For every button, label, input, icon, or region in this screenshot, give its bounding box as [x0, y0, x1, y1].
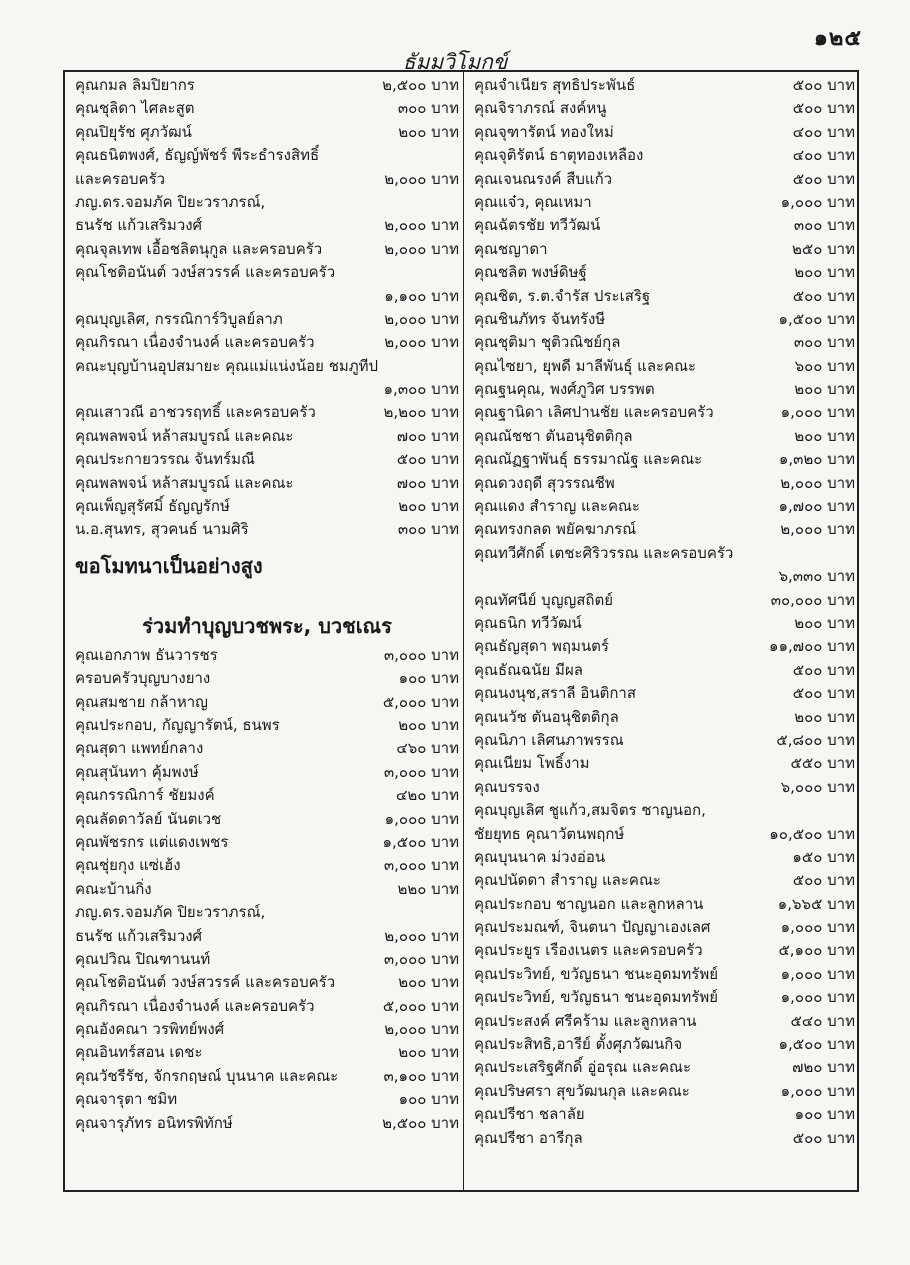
donor-entry	[474, 963, 855, 986]
donor-entry	[474, 893, 855, 916]
donation-amount: ๕๐๐ บาท	[792, 684, 855, 703]
donor-name: คุณปริษศรา สุขวัฒนกุล และคณะ	[474, 1081, 690, 1100]
donation-amount: ๒,๕๐๐ บาท	[382, 1113, 459, 1132]
right-list	[474, 74, 855, 1150]
donor-name: คุณบุญเลิศ, กรรณิการ์วิบูลย์ลาภ	[75, 309, 283, 328]
donor-entry	[474, 939, 855, 962]
donor-name: คุณลัดดาวัลย์ นันตเวช	[75, 809, 222, 828]
donation-amount: ๒,๐๐๐ บาท	[384, 333, 459, 352]
donor-entry	[75, 74, 459, 97]
donor-entry	[474, 1056, 855, 1079]
donation-amount: ๒๕๐ บาท	[792, 239, 855, 258]
donation-amount: ๑๕๐ บาท	[792, 847, 855, 866]
donor-name: คุณประมณฑ์, จินตนา ปัญญาเองเลศ	[474, 918, 711, 937]
donor-entry	[75, 925, 459, 948]
donor-name: ภญ.ดร.จอมภัค ปิยะวราภรณ์,	[75, 192, 266, 211]
donor-entry	[474, 752, 855, 775]
donor-entry	[75, 1065, 459, 1088]
donor-list-frame	[63, 70, 859, 1192]
donor-entry	[474, 97, 855, 120]
right-column	[463, 72, 861, 1190]
donor-entry	[474, 823, 855, 846]
donation-amount: ๒,๐๐๐ บาท	[384, 926, 459, 945]
donor-name: คุณดวงฤดี สุวรรณชีพ	[474, 473, 615, 492]
donor-entry	[75, 854, 459, 877]
donation-amount: ๓,๐๐๐ บาท	[383, 949, 459, 968]
donor-name: คุณประกอบ ชาญนอก และลูกหลาน	[474, 894, 704, 913]
donation-amount: ๕,๑๐๐ บาท	[778, 941, 855, 960]
donor-name: คุณวัชรีรัช, จักรกฤษณ์ บุนนาค และคณะ	[75, 1066, 339, 1085]
donor-name: คุณบุนนาค ม่วงอ่อน	[474, 847, 606, 866]
donor-name: คุณสมชาย กล้าหาญ	[75, 692, 208, 711]
donation-amount: ๖๐๐ บาท	[794, 356, 855, 375]
donor-name: คุณอังคณา วรพิทย์พงศ์	[75, 1020, 225, 1039]
donation-amount: ๒,๐๐๐ บาท	[780, 473, 855, 492]
donor-name: คุณเพ็ญสุรัศมิ์ ธัญญรักษ์	[75, 497, 230, 516]
donation-amount: ๕๐๐ บาท	[792, 871, 855, 890]
donor-entry	[474, 869, 855, 892]
donation-amount: ๓๐๐ บาท	[793, 216, 855, 235]
donor-entry	[75, 831, 459, 854]
donor-entry	[75, 995, 459, 1018]
donor-name: คุณพลพจน์ หล้าสมบูรณ์ และคณะ	[75, 426, 294, 445]
donor-name: คุณปิยุรัช ศุภวัฒน์	[75, 122, 192, 141]
donor-entry	[474, 331, 855, 354]
donor-name: คุณจุลเทพ เอื้อชลิตนุกูล และครอบครัว	[75, 239, 323, 258]
donor-entry	[474, 706, 855, 729]
donor-entry	[474, 378, 855, 401]
donation-amount: ๒๐๐ บาท	[398, 715, 459, 734]
donor-name: คุณจารุตา ชมิท	[75, 1090, 178, 1109]
donor-name: คุณชิต, ร.ต.จำรัส ประเสริฐ	[474, 286, 651, 305]
donor-name: คุณชุลิดา ไศละสูต	[75, 99, 195, 118]
donor-entry	[75, 378, 459, 401]
donation-amount: ๑,๐๐๐ บาท	[780, 988, 855, 1007]
donation-amount: ๒,๐๐๐ บาท	[384, 309, 459, 328]
donation-amount: ๑,๐๐๐ บาท	[780, 1081, 855, 1100]
donor-name: คุณปนัดดา สำราญ และคณะ	[474, 871, 661, 890]
donor-name: ภญ.ดร.จอมภัค ปิยะวราภรณ์,	[75, 903, 266, 922]
donor-entry	[474, 846, 855, 869]
donor-name: คุณปรีชา อารีกุล	[474, 1128, 583, 1147]
donor-entry	[75, 1018, 459, 1041]
donor-name: คุณจุติรัตน์ ธาตุทองเหลือง	[474, 146, 644, 165]
donor-entry	[474, 121, 855, 144]
donor-name: คุณณัฏฐาพันธุ์ ธรรมาณัฐ และคณะ	[474, 450, 703, 469]
donation-amount: ๕๕๐ บาท	[790, 754, 855, 773]
donor-entry	[474, 916, 855, 939]
donor-name: คุณฐนคุณ, พงศ์ภูวิศ บรรพต	[474, 380, 655, 399]
donation-amount: ๒,๐๐๐ บาท	[384, 1020, 459, 1039]
donor-entry	[75, 784, 459, 807]
donor-entry	[75, 761, 459, 784]
donor-entry	[75, 691, 459, 714]
donor-name: คุณนิภา เลิศนภาพรรณ	[474, 730, 624, 749]
donor-entry	[474, 261, 855, 284]
donor-entry	[474, 168, 855, 191]
donation-amount: ๒๐๐ บาท	[794, 613, 855, 632]
donor-name: คุณกมล ลิมปิยากร	[75, 76, 195, 94]
donor-name: คุณจิราภรณ์ สงค์หนู	[474, 99, 607, 118]
donation-amount: ๑,๕๐๐ บาท	[778, 1035, 855, 1054]
donor-entry	[474, 448, 855, 471]
donor-name: คุณบุญเลิศ ชูแก้ว,สมจิตร ชาญนอก,	[474, 801, 706, 820]
donor-entry	[474, 495, 855, 518]
donation-amount: ๖,๐๐๐ บาท	[780, 777, 855, 796]
donation-amount: ๒๐๐ บาท	[398, 973, 459, 992]
donor-entry	[75, 355, 459, 378]
donor-name: คุณชุ่ยกุง แซ่เฮ้ง	[75, 856, 181, 875]
donor-entry	[75, 214, 459, 237]
donor-name: คุณประวิทย์, ขวัญธนา ชนะอุดมทรัพย์	[474, 988, 719, 1007]
donor-entry	[474, 144, 855, 167]
donor-name: คุณเอกภาพ ธันวารชร	[75, 645, 218, 664]
donor-entry	[474, 285, 855, 308]
donation-amount: ๒๐๐ บาท	[794, 426, 855, 445]
donation-amount: ๒,๐๐๐ บาท	[384, 216, 459, 235]
donation-amount: ๑,๕๐๐ บาท	[778, 309, 855, 328]
donor-entry	[474, 191, 855, 214]
donor-entry	[474, 472, 855, 495]
running-header: ธัมมวิโมกข์	[402, 50, 508, 74]
donor-name: คุณสุนันทา คุ้มพงษ์	[75, 762, 199, 781]
donor-entry	[75, 901, 459, 924]
donation-amount: ๔๒๐ บาท	[396, 786, 459, 805]
donor-entry	[75, 495, 459, 518]
donor-name: คุณนงนุช,สราลี อินติกาส	[474, 684, 636, 703]
donor-entry	[75, 878, 459, 901]
donor-name: คุณสุดา แพทย์กลาง	[75, 739, 204, 758]
donation-amount: ๖,๓๓๐ บาท	[778, 567, 855, 586]
donor-entry	[474, 214, 855, 237]
donor-name: คุณเสาวณี อาชวรฤทธิ์ และครอบครัว	[75, 403, 316, 422]
donor-name: คุณทวีศักดิ์ เตชะศิริวรรณ และครอบครัว	[474, 543, 734, 562]
donation-amount: ๕๐๐ บาท	[792, 169, 855, 188]
donation-amount: ๑,๕๐๐ บาท	[382, 832, 459, 851]
donation-amount: ๒,๐๐๐ บาท	[384, 239, 459, 258]
donor-entry	[474, 565, 855, 588]
donation-amount: ๒,๐๐๐ บาท	[384, 169, 459, 188]
donor-name: คุณโชติอนันต์ วงษ์สวรรค์ และครอบครัว	[75, 263, 336, 282]
section-title: ขอโมทนาเป็นอย่างสูง	[75, 553, 263, 578]
donation-amount: ๑,๐๐๐ บาท	[780, 918, 855, 937]
donor-name: คุณประยูร เรืองเนตร และครอบครัว	[474, 941, 703, 960]
donor-entry	[474, 729, 855, 752]
donor-name: คุณธนิตพงศ์, ธัญญ์พัชร์ พีระธำรงสิทธิ์	[75, 146, 320, 165]
donor-entry	[474, 542, 855, 565]
donor-entry	[75, 308, 459, 331]
donor-entry	[75, 518, 459, 541]
donor-name: คุณจุฑารัตน์ ทองใหม่	[474, 122, 614, 141]
donor-entry	[75, 331, 459, 354]
donor-entry	[75, 667, 459, 690]
donor-entry	[75, 261, 459, 284]
donation-amount: ๕๐๐ บาท	[792, 99, 855, 118]
donor-entry	[75, 144, 459, 167]
donation-amount: ๕,๐๐๐ บาท	[382, 996, 459, 1015]
donor-name: คุณธัณฉนัย มีผล	[474, 660, 583, 679]
donor-name: คุณอินทร์สอน เดชะ	[75, 1043, 203, 1062]
donor-name: น.อ.สุนทร, สุวคนธ์ นามศิริ	[75, 520, 249, 539]
donor-entry	[474, 1127, 855, 1150]
donation-amount: ๓,๑๐๐ บาท	[383, 1066, 459, 1085]
donation-amount: ๒๐๐ บาท	[794, 380, 855, 399]
donor-entry	[75, 714, 459, 737]
donation-amount: ๒๐๐ บาท	[794, 263, 855, 282]
donor-name: คุณทัศนีย์ บุญญสถิตย์	[474, 590, 614, 609]
donor-name: คุณโชติอนันต์ วงษ์สวรรค์ และครอบครัว	[75, 973, 336, 992]
donation-amount: ๒๒๐ บาท	[397, 879, 459, 898]
subsection-title: ร่วมทำบุญบวชพระ, บวชเณร	[142, 613, 392, 638]
donor-entry	[75, 168, 459, 191]
donor-entry	[75, 808, 459, 831]
donor-entry	[474, 659, 855, 682]
donor-name: คุณปรีชา ชลาลัย	[474, 1105, 585, 1124]
donor-name: คุณประวิทย์, ขวัญธนา ชนะอุดมทรัพย์	[474, 964, 719, 983]
donor-entry	[75, 1088, 459, 1111]
donor-name: คุณทรงกลด พยัคฆาภรณ์	[474, 520, 637, 539]
donor-entry	[75, 1112, 459, 1135]
donor-name: คุณพัชรกร แต่แดงเพชร	[75, 832, 229, 851]
donor-entry	[75, 285, 459, 308]
donation-amount: ๓,๐๐๐ บาท	[383, 856, 459, 875]
donor-name: คุณแจ๋ว, คุณเหมา	[474, 192, 592, 211]
donor-entry	[474, 401, 855, 424]
donor-entry	[474, 1103, 855, 1126]
donor-name: ชัยยุทธ คุณาวัตนพฤกษ์	[474, 824, 625, 843]
donor-entry	[474, 682, 855, 705]
donor-name: คุณเจนณรงค์ สืบแก้ว	[474, 169, 613, 188]
donor-entry	[75, 1041, 459, 1064]
donor-name: ธนรัช แก้วเสริมวงศ์	[75, 216, 203, 235]
donor-entry	[474, 74, 855, 97]
donor-name: คุณจารุภัทร อนิทรพิทักษ์	[75, 1113, 233, 1132]
donor-entry	[474, 425, 855, 448]
donation-amount: ๕,๘๐๐ บาท	[776, 730, 855, 749]
donation-amount: ๔๐๐ บาท	[792, 122, 855, 141]
donor-name: คุณเนียม โพธิ์งาม	[474, 754, 590, 773]
donor-name: คุณชุติมา ชุติวณิชย์กุล	[474, 333, 621, 352]
donation-amount: ๒,๐๐๐ บาท	[780, 520, 855, 539]
donation-amount: ๑,๐๐๐ บาท	[780, 192, 855, 211]
donation-amount: ๕๐๐ บาท	[396, 450, 459, 469]
left-bottom-list	[75, 644, 459, 1135]
donation-amount: ๓๐๐ บาท	[397, 520, 459, 539]
donor-entry	[75, 425, 459, 448]
donor-entry	[474, 799, 855, 822]
donation-amount: ๑,๐๐๐ บาท	[384, 809, 459, 828]
donor-entry	[474, 986, 855, 1009]
donor-name: คุณชญาดา	[474, 239, 548, 258]
donor-name: คุณกรรณิการ์ ชัยมงค์	[75, 786, 215, 805]
donation-amount: ๑,๑๐๐ บาท	[384, 286, 459, 305]
donor-name: คุณปวิณ ปิณฑานนท์	[75, 949, 211, 968]
donation-amount: ๓๐๐ บาท	[397, 99, 459, 118]
donor-name: คุณณัชชา ตันอนุชิตติกุล	[474, 426, 633, 445]
donor-name: คุณฐานิดา เลิศปานชัย และครอบครัว	[474, 403, 714, 422]
donation-amount: ๒,๒๐๐ บาท	[383, 403, 459, 422]
donor-name: คุณธนิก ทวีวัฒน์	[474, 613, 582, 632]
donation-amount: ๑๐,๕๐๐ บาท	[769, 824, 855, 843]
donor-name: คุณพลพจน์ หล้าสมบูรณ์ และคณะ	[75, 473, 294, 492]
donor-name: คณะบุญบ้านอุปสมายะ คุณแม่แน่งน้อย ชมภูทีป	[75, 356, 379, 375]
donation-amount: ๓๐,๐๐๐ บาท	[770, 590, 855, 609]
donation-amount: ๕๐๐ บาท	[792, 76, 855, 94]
donor-entry	[75, 121, 459, 144]
donation-amount: ๑,๐๐๐ บาท	[780, 964, 855, 983]
donor-entry	[474, 1080, 855, 1103]
donor-name: คุณนวัช ตันอนุชิตติกุล	[474, 707, 619, 726]
donor-entry	[474, 1033, 855, 1056]
donation-amount: ๑,๖๖๕ บาท	[777, 894, 855, 913]
donor-name: คุณประเสริฐศักดิ์ อู่อรุณ และคณะ	[474, 1058, 691, 1077]
donor-entry	[75, 191, 459, 214]
donation-amount: ๒,๕๐๐ บาท	[382, 76, 459, 94]
donor-entry	[474, 589, 855, 612]
donor-name: คุณจำเนียร สุทธิประพันธ์	[474, 76, 636, 94]
donation-amount: ๑๐๐ บาท	[398, 1090, 459, 1109]
donation-amount: ๕,๐๐๐ บาท	[382, 692, 459, 711]
donor-name: ธนรัช แก้วเสริมวงศ์	[75, 926, 203, 945]
donation-amount: ๓,๐๐๐ บาท	[383, 645, 459, 664]
donor-name: คุณกิรณา เนื่องจำนงค์ และครอบครัว	[75, 996, 315, 1015]
donation-amount: ๑๐๐ บาท	[794, 1105, 855, 1124]
donor-name: และครอบครัว	[75, 169, 166, 188]
donation-amount: ๕๐๐ บาท	[792, 1128, 855, 1147]
donation-amount: ๑,๗๐๐ บาท	[778, 497, 855, 516]
left-top-list	[75, 74, 459, 542]
donor-name: คุณประสิทธิ,อารีย์ ตั้งศุภวัฒนกิจ	[474, 1035, 683, 1054]
donor-entry	[75, 97, 459, 120]
donor-entry	[75, 971, 459, 994]
donor-name: คุณชินภัทร จันทรังษี	[474, 309, 606, 328]
donor-name: ครอบครัวบุญบางยาง	[75, 669, 211, 688]
donor-entry	[474, 238, 855, 261]
donor-entry	[474, 635, 855, 658]
donation-amount: ๗๐๐ บาท	[396, 426, 459, 445]
donor-entry	[75, 737, 459, 760]
donor-entry	[75, 238, 459, 261]
donor-name: คุณฉัตรชัย ทวีวัฒน์	[474, 216, 601, 235]
donor-entry	[75, 401, 459, 424]
donor-entry	[474, 308, 855, 331]
donor-entry	[75, 448, 459, 471]
donation-amount: ๒๐๐ บาท	[398, 1043, 459, 1062]
donor-entry	[474, 612, 855, 635]
donor-entry	[75, 948, 459, 971]
donor-name: คุณบรรจง	[474, 777, 540, 796]
donor-name: คุณประสงค์ ศรีคร้าม และลูกหลาน	[474, 1011, 697, 1030]
donation-amount: ๔๖๐ บาท	[396, 739, 459, 758]
donor-name: คณะบ้านกิ่ง	[75, 879, 152, 898]
donation-amount: ๕๐๐ บาท	[792, 286, 855, 305]
donor-entry	[474, 776, 855, 799]
donation-amount: ๑๑,๗๐๐ บาท	[768, 637, 855, 656]
donor-name: คุณประกอบ, กัญญารัตน์, ธนพร	[75, 715, 280, 734]
donation-amount: ๗๒๐ บาท	[792, 1058, 855, 1077]
donor-entry	[474, 355, 855, 378]
donation-amount: ๕๔๐ บาท	[790, 1011, 855, 1030]
donor-name: คุณไซยา, ยุพดี มาลีพันธุ์ และคณะ	[474, 356, 697, 375]
donor-name: คุณกิรณา เนื่องจำนงค์ และครอบครัว	[75, 333, 315, 352]
donor-entry	[75, 644, 459, 667]
donation-amount: ๑,๐๐๐ บาท	[780, 403, 855, 422]
donation-amount: ๑,๓๒๐ บาท	[778, 450, 855, 469]
donation-amount: ๔๐๐ บาท	[792, 146, 855, 165]
donation-amount: ๑,๓๐๐ บาท	[383, 380, 459, 399]
donor-entry	[474, 518, 855, 541]
donation-amount: ๗๐๐ บาท	[396, 473, 459, 492]
donation-amount: ๑๐๐ บาท	[398, 669, 459, 688]
donation-amount: ๓,๐๐๐ บาท	[383, 762, 459, 781]
page-number: ๑๒๕	[813, 26, 862, 51]
donor-name: คุณธัญสุดา พฤมนตร์	[474, 637, 609, 656]
donation-amount: ๒๐๐ บาท	[398, 122, 459, 141]
donation-amount: ๒๐๐ บาท	[794, 707, 855, 726]
donor-entry	[474, 1010, 855, 1033]
donor-name: คุณแดง สำราญ และคณะ	[474, 497, 640, 516]
donor-entry	[75, 472, 459, 495]
donor-name: คุณประกายวรรณ จันทร์มณี	[75, 450, 255, 469]
donation-amount: ๒๐๐ บาท	[398, 497, 459, 516]
donor-name: คุณชลิต พงษ์ดิษฐ์	[474, 263, 587, 282]
donation-amount: ๓๐๐ บาท	[793, 333, 855, 352]
left-column	[65, 72, 463, 1190]
donation-amount: ๕๐๐ บาท	[792, 660, 855, 679]
